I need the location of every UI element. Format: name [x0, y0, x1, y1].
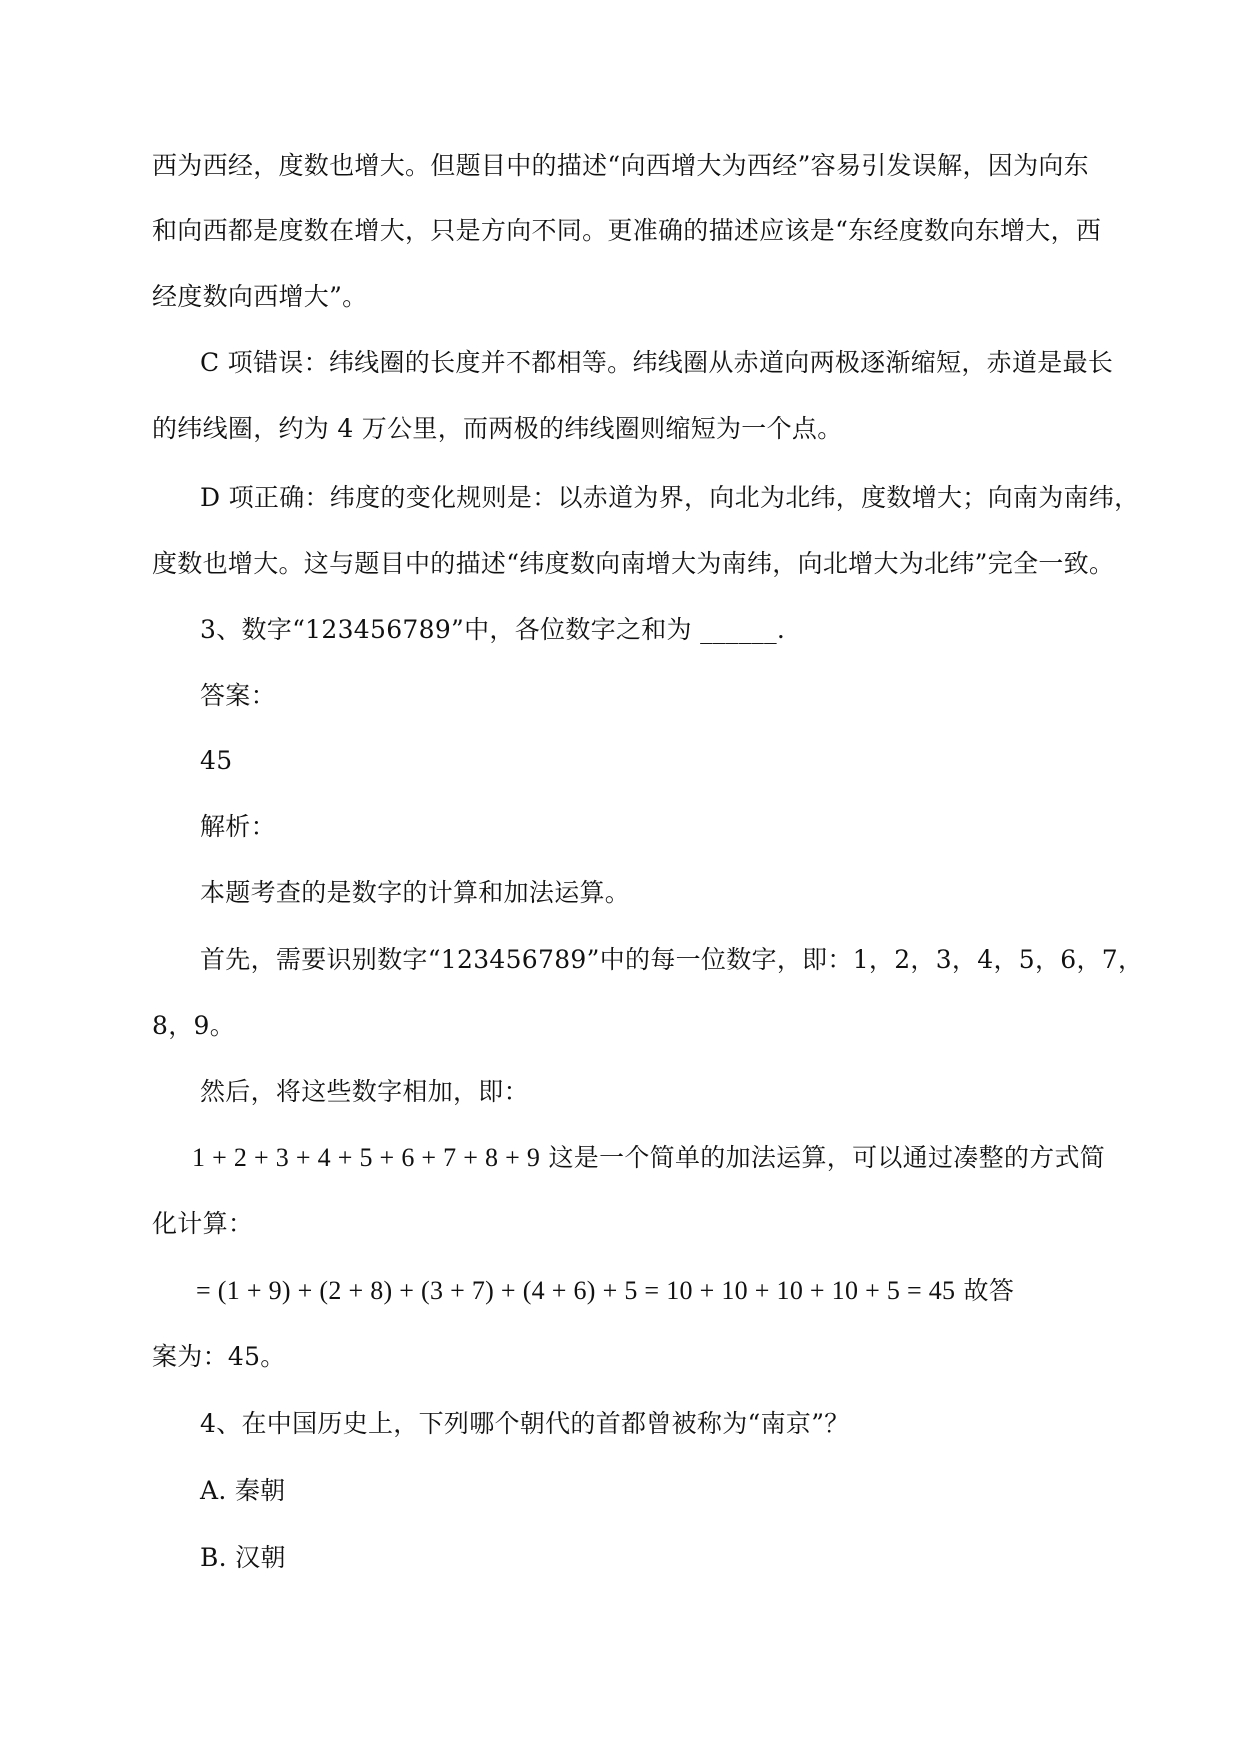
analysis-paragraph-3: 然后，将这些数字相加，即：: [200, 1077, 529, 1106]
answer-label: 答案：: [200, 681, 276, 710]
grouped-sum-expression: = (1 + 9) + (2 + 8) + (3 + 7) + (4 + 6) + 5 = 10 + 10 + 10 + 10 + 5 = 45: [196, 1276, 956, 1305]
analysis-sum-expression-line: [192, 1142, 1105, 1174]
sum-expression: 1 + 2 + 3 + 4 + 5 + 6 + 7 + 8 + 9: [192, 1143, 541, 1172]
sum-expression-comment-line-2: 化计算：: [152, 1209, 254, 1238]
prev-explanation-line-3: 经度数向西增大”。: [152, 282, 368, 311]
question-4-option-b: B. 汉朝: [200, 1543, 286, 1572]
option-d-explanation-line-1: D 项正确：纬度的变化规则是：以赤道为界，向北为北纬，度数增大；向南为南纬，: [200, 483, 1140, 512]
question-3-text: 3、数字“123456789”中，各位数字之和为 ______.: [200, 615, 786, 644]
option-d-explanation-line-2: 度数也增大。这与题目中的描述“纬度数向南增大为南纬，向北增大为北纬”完全一致。: [152, 549, 1115, 578]
grouped-sum-comment: 故答: [955, 1276, 1015, 1305]
answer-value: 45: [200, 746, 233, 775]
analysis-paragraph-1: 本题考查的是数字的计算和加法运算。: [200, 878, 631, 907]
prev-explanation-line-1: 西为西经，度数也增大。但题目中的描述“向西增大为西经”容易引发误解，因为向东: [152, 151, 1089, 180]
prev-explanation-line-2: 和向西都是度数在增大，只是方向不同。更准确的描述应该是“东经度数向东增大，西: [152, 216, 1102, 245]
grouped-sum-line: [196, 1275, 1014, 1307]
analysis-paragraph-2-line-2: 8，9。: [152, 1011, 236, 1040]
final-answer-line: 案为：45。: [152, 1342, 286, 1371]
analysis-paragraph-2-line-1: 首先，需要识别数字“123456789”中的每一位数字，即：1，2，3，4，5，6，7，: [200, 945, 1144, 974]
question-4-text: 4、在中国历史上，下列哪个朝代的首都曾被称为“南京”？: [200, 1409, 850, 1438]
option-c-explanation-line-1: C 项错误：纬线圈的长度并不都相等。纬线圈从赤道向两极逐渐缩短，赤道是最长: [200, 348, 1114, 377]
question-4-option-a: A. 秦朝: [200, 1476, 286, 1505]
sum-expression-comment: 这是一个简单的加法运算，可以通过凑整的方式简: [540, 1143, 1106, 1172]
option-c-explanation-line-2: 的纬线圈，约为 4 万公里，而两极的纬线圈则缩短为一个点。: [152, 414, 843, 443]
analysis-label: 解析：: [200, 812, 276, 841]
